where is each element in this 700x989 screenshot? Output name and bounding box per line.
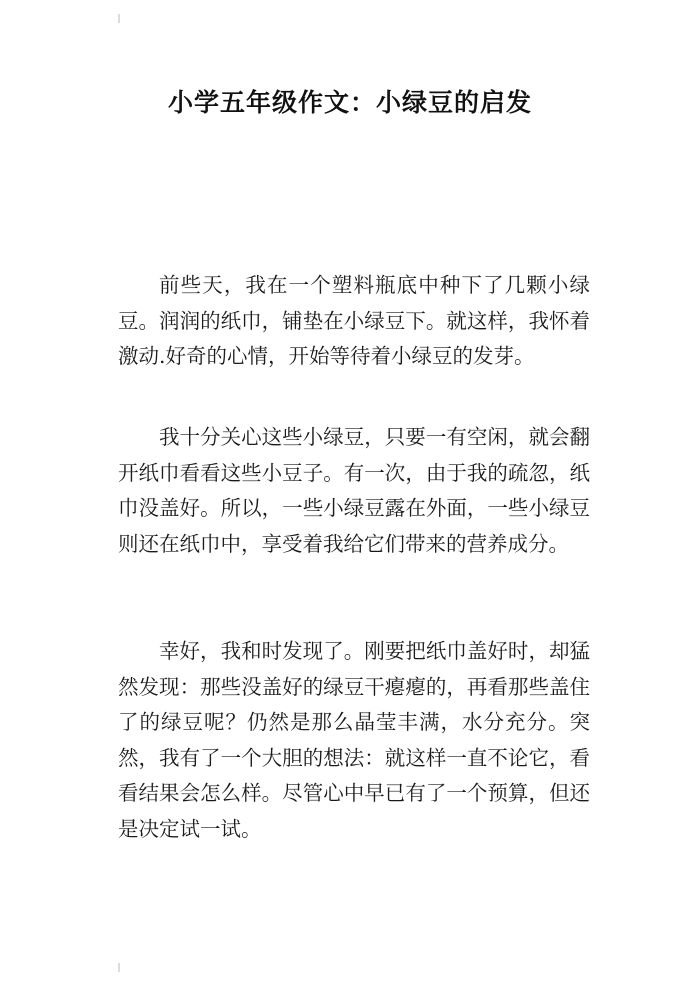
- essay-title: 小学五年级作文：小绿豆的启发: [167, 88, 532, 117]
- essay-paragraph-3: 幸好，我和时发现了。刚要把纸巾盖好时，却猛然发现：那些没盖好的绿豆干瘪瘪的，再看那些盖住了的绿豆呢？仍然是那么晶莹丰满，水分充分。突然，我有了一个大胆的想法：就这样一直不论它，看看结果会怎么样。尽管心中早已有了一个预算，但还是决定试一试。: [118, 639, 590, 841]
- scan-edge-mark-top: [118, 14, 120, 23]
- scan-edge-mark-bottom: [118, 963, 120, 972]
- essay-paragraph-1: 前些天，我在一个塑料瓶底中种下了几颗小绿豆。润润的纸巾，铺垫在小绿豆下。就这样，我怀着激动.好奇的心情，开始等待着小绿豆的发芽。: [118, 273, 590, 368]
- essay-paragraph-2: 我十分关心这些小绿豆，只要一有空闲，就会翻开纸巾看看这些小豆子。有一次，由于我的疏忽，纸巾没盖好。所以，一些小绿豆露在外面，一些小绿豆则还在纸巾中，享受着我给它们带来的营养成分。: [118, 425, 590, 556]
